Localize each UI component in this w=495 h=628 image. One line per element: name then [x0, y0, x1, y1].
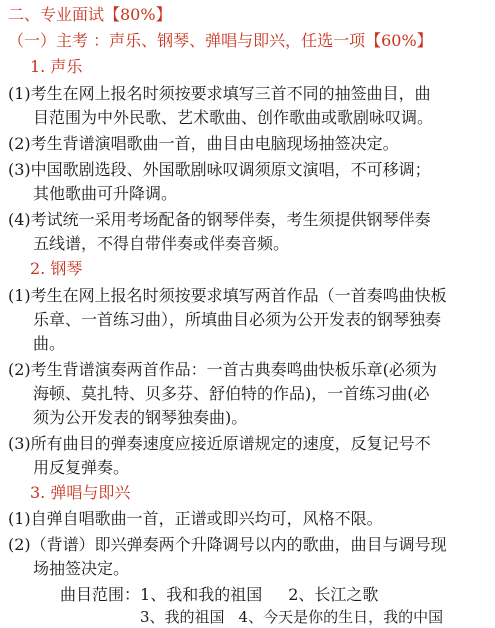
piano-item-1-line-2: 乐章、一首练习曲），所填曲目必须为公开发表的钢琴独奏: [33, 310, 442, 329]
item-text: 考生在网上报名时须按要求填写两首作品（一首奏鸣曲快板: [30, 286, 447, 305]
item-text: 考生背谱演唱歌曲一首，曲目由电脑现场抽签决定。: [30, 134, 399, 153]
song-3: 3、我的祖国: [140, 608, 225, 626]
song-range-line-1: [60, 584, 378, 606]
vocal-item-3-line-2: 其他歌曲可升降调。: [33, 184, 178, 203]
song-1: 1、我和我的祖国: [140, 585, 263, 604]
section-title-vocal: 1. 声乐: [30, 57, 83, 76]
sing-item-2-line-1: [8, 534, 447, 556]
song-2: 2、长江之歌: [288, 585, 379, 604]
piano-item-1-line-3: 曲。: [33, 334, 66, 353]
sub-heading: （一）主考 ：声乐、钢琴、弹唱与即兴，任选一项【60%】: [8, 31, 433, 50]
item-text: 考生背谱演奏两首作品：一首古典奏鸣曲快板乐章(必须为: [30, 360, 437, 379]
item-text: 自弹自唱歌曲一首，正谱或即兴均可，风格不限。: [30, 509, 383, 528]
song-4: 4、今天是你的生日，我的中国: [238, 608, 444, 626]
song-5: [140, 623, 160, 627]
sing-item-2-line-2: 场抽签决定。: [33, 559, 130, 578]
vocal-item-2-line-1: [8, 133, 399, 155]
item-text: 考试统一采用考场配备的钢琴伴奏，考生须提供钢琴伴奏: [30, 210, 431, 229]
item-text: 中国歌剧选段、外国歌剧咏叹调须原文演唱，不可移调；: [30, 160, 431, 179]
piano-item-2-line-3: 须为公开发表的钢琴独奏曲)。: [33, 408, 248, 427]
vocal-item-1-line-1: [8, 83, 431, 105]
item-number: (1): [8, 509, 31, 528]
item-text: 所有曲目的弹奏速度应接近原谱规定的速度，反复记号不: [30, 434, 431, 453]
piano-item-3-line-2: 用反复弹奏。: [33, 458, 130, 477]
piano-item-2-line-1: [8, 359, 437, 381]
vocal-item-4-line-2: 五线谱，不得自带伴奏或伴奏音频。: [33, 234, 290, 253]
item-number: (3): [8, 434, 31, 453]
piano-item-1-line-1: [8, 285, 447, 307]
main-heading: 二、专业面试【80%】: [8, 5, 172, 24]
piano-item-3-line-1: [8, 433, 431, 455]
section-title-sing-play: 3. 弹唱与即兴: [30, 483, 131, 502]
vocal-item-1-line-2: 目范围为中外民歌、艺术歌曲、创作歌曲或歌剧咏叹调。: [33, 108, 434, 127]
piano-item-2-line-2: 海顿、莫扎特、贝多芬、舒伯特的作品)，一首练习曲(必: [33, 384, 430, 403]
item-number: (2): [8, 360, 31, 379]
vocal-item-4-line-1: [8, 209, 431, 231]
section-title-piano: 2. 钢琴: [30, 259, 83, 278]
item-number: (1): [8, 286, 31, 305]
item-number: (3): [8, 160, 31, 179]
item-number: (2): [8, 535, 31, 554]
item-text: 考生在网上报名时须按要求填写三首不同的抽签曲目，曲: [30, 84, 431, 103]
sing-item-1-line-1: [8, 508, 383, 530]
vocal-item-3-line-1: [8, 159, 431, 181]
item-text: （背谱）即兴弹奏两个升降调号以内的歌曲，曲目与调号现: [30, 535, 447, 554]
item-number: (2): [8, 134, 31, 153]
item-number: (1): [8, 84, 31, 103]
song-range-label: 曲目范围：: [60, 585, 141, 604]
item-number: (4): [8, 210, 31, 229]
song-range-line-2: [140, 606, 443, 628]
